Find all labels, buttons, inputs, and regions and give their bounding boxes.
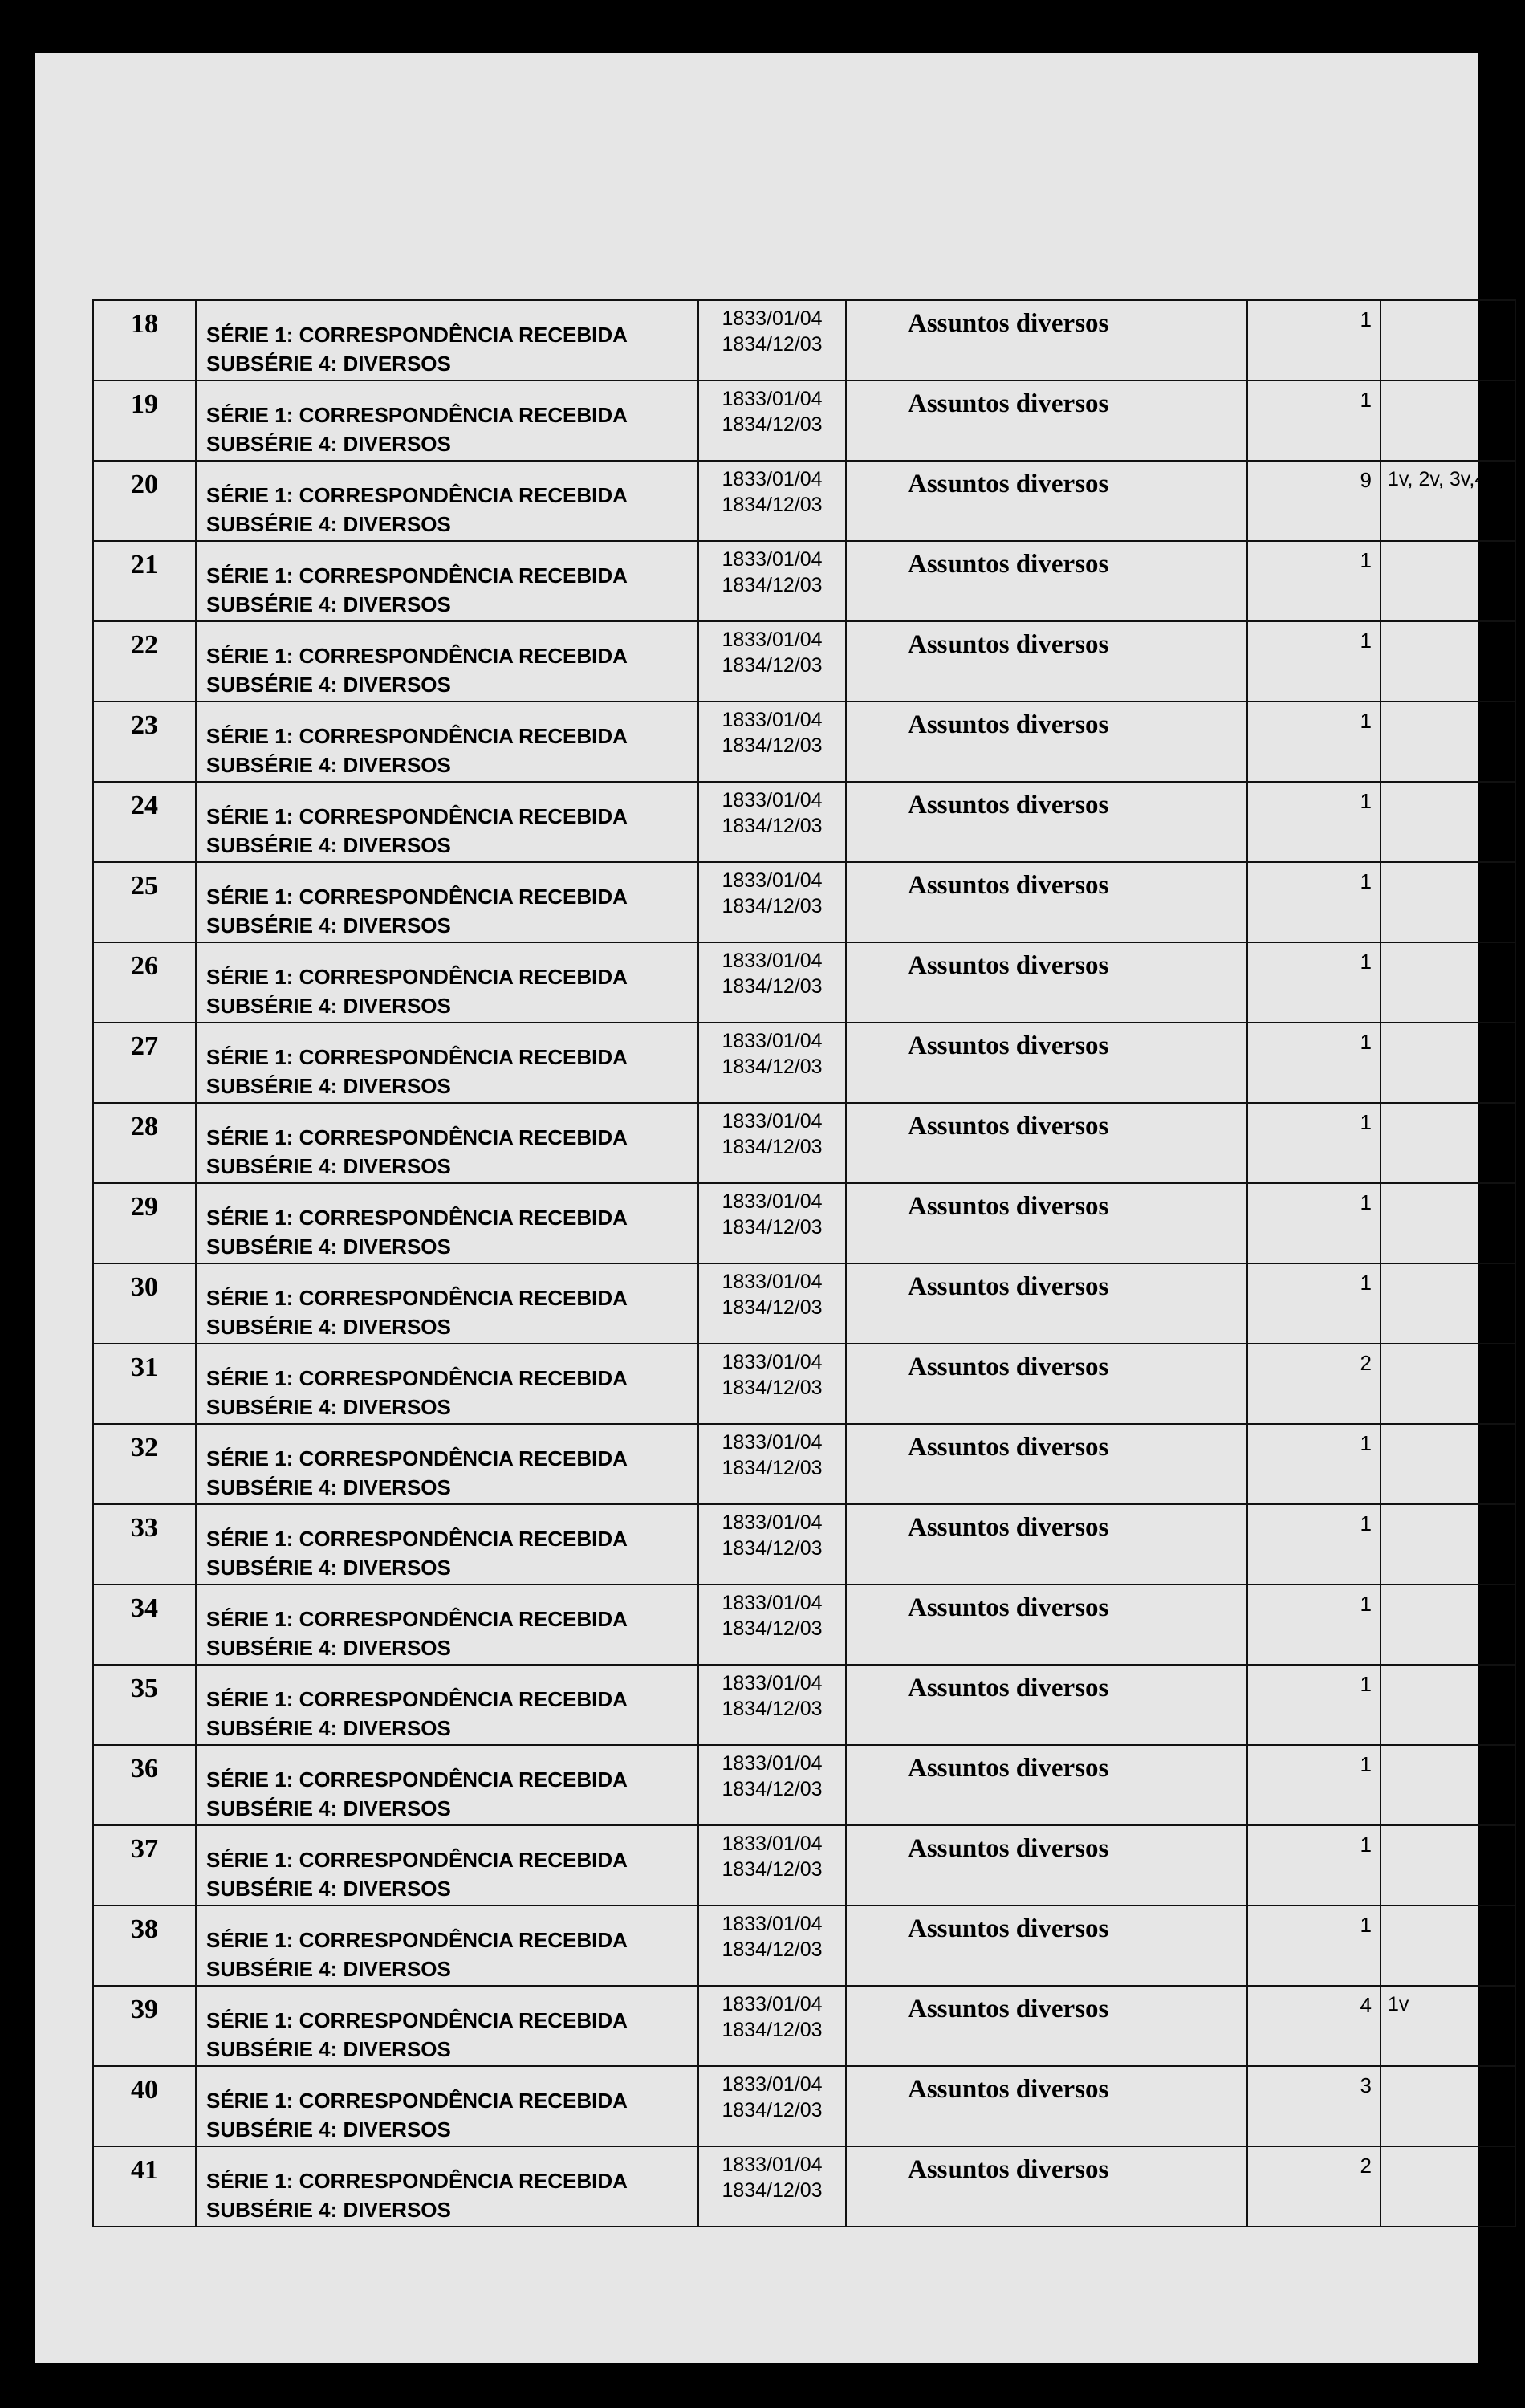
series-cell (196, 1825, 698, 1906)
notes-cell (1381, 541, 1515, 621)
description-cell: Assuntos diversos (846, 1263, 1247, 1344)
date-start: 1833/01/04 (722, 1110, 823, 1133)
subseries-label: SUBSÉRIE 4: DIVERSOS (206, 1796, 451, 1820)
notes-cell (1381, 1263, 1515, 1344)
item-number: 29 (93, 1183, 196, 1263)
series-label: SÉRIE 1: CORRESPONDÊNCIA RECEBIDA (206, 1045, 628, 1069)
item-number: 20 (93, 461, 196, 541)
date-range-cell (698, 1023, 846, 1103)
item-number: 32 (93, 1424, 196, 1504)
date-start: 1833/01/04 (722, 709, 823, 731)
series-cell (196, 1344, 698, 1424)
notes-cell (1381, 702, 1515, 782)
subseries-label: SUBSÉRIE 4: DIVERSOS (206, 432, 451, 456)
series-cell (196, 1584, 698, 1665)
description-cell: Assuntos diversos (846, 1023, 1247, 1103)
series-label: SÉRIE 1: CORRESPONDÊNCIA RECEBIDA (206, 965, 628, 989)
series-label: SÉRIE 1: CORRESPONDÊNCIA RECEBIDA (206, 1125, 628, 1149)
notes-cell (1381, 621, 1515, 702)
series-label: SÉRIE 1: CORRESPONDÊNCIA RECEBIDA (206, 323, 628, 347)
item-number: 25 (93, 862, 196, 942)
subseries-label: SUBSÉRIE 4: DIVERSOS (206, 1877, 451, 1901)
item-number: 26 (93, 942, 196, 1023)
description-cell: Assuntos diversos (846, 1906, 1247, 1986)
table-row (93, 1906, 1515, 1986)
date-end: 1834/12/03 (722, 1778, 823, 1800)
notes-cell (1381, 862, 1515, 942)
item-number: 38 (93, 1906, 196, 1986)
quantity-cell: 2 (1247, 1344, 1381, 1424)
date-start: 1833/01/04 (722, 1592, 823, 1614)
date-start: 1833/01/04 (722, 307, 823, 330)
description-cell: Assuntos diversos (846, 1745, 1247, 1825)
date-end: 1834/12/03 (722, 654, 823, 677)
date-range-cell (698, 1424, 846, 1504)
date-start: 1833/01/04 (722, 1351, 823, 1373)
series-cell (196, 1103, 698, 1183)
date-start: 1833/01/04 (722, 950, 823, 972)
series-label: SÉRIE 1: CORRESPONDÊNCIA RECEBIDA (206, 2089, 628, 2113)
table-row (93, 621, 1515, 702)
item-number: 19 (93, 380, 196, 461)
quantity-cell: 1 (1247, 1906, 1381, 1986)
series-cell (196, 541, 698, 621)
quantity-cell: 1 (1247, 1103, 1381, 1183)
date-start: 1833/01/04 (722, 1271, 823, 1293)
notes-cell (1381, 1584, 1515, 1665)
subseries-label: SUBSÉRIE 4: DIVERSOS (206, 2198, 451, 2222)
quantity-cell: 1 (1247, 621, 1381, 702)
date-end: 1834/12/03 (722, 1056, 823, 1078)
quantity-cell: 1 (1247, 782, 1381, 862)
item-number: 28 (93, 1103, 196, 1183)
series-label: SÉRIE 1: CORRESPONDÊNCIA RECEBIDA (206, 1928, 628, 1952)
date-range-cell (698, 1665, 846, 1745)
subseries-label: SUBSÉRIE 4: DIVERSOS (206, 1636, 451, 1660)
description-cell: Assuntos diversos (846, 862, 1247, 942)
series-label: SÉRIE 1: CORRESPONDÊNCIA RECEBIDA (206, 2008, 628, 2032)
subseries-label: SUBSÉRIE 4: DIVERSOS (206, 2117, 451, 2142)
notes-cell (1381, 1825, 1515, 1906)
series-label: SÉRIE 1: CORRESPONDÊNCIA RECEBIDA (206, 644, 628, 668)
date-end: 1834/12/03 (722, 1296, 823, 1319)
description-cell: Assuntos diversos (846, 782, 1247, 862)
quantity-cell: 1 (1247, 862, 1381, 942)
date-end: 1834/12/03 (722, 975, 823, 998)
series-label: SÉRIE 1: CORRESPONDÊNCIA RECEBIDA (206, 1607, 628, 1631)
series-cell (196, 1424, 698, 1504)
date-range-cell (698, 782, 846, 862)
series-cell (196, 942, 698, 1023)
subseries-label: SUBSÉRIE 4: DIVERSOS (206, 1475, 451, 1499)
date-range-cell (698, 1584, 846, 1665)
table-row (93, 862, 1515, 942)
description-cell: Assuntos diversos (846, 621, 1247, 702)
series-label: SÉRIE 1: CORRESPONDÊNCIA RECEBIDA (206, 1206, 628, 1230)
date-range-cell (698, 1745, 846, 1825)
date-start: 1833/01/04 (722, 1913, 823, 1935)
series-label: SÉRIE 1: CORRESPONDÊNCIA RECEBIDA (206, 2169, 628, 2193)
notes-cell (1381, 1665, 1515, 1745)
item-number: 37 (93, 1825, 196, 1906)
subseries-label: SUBSÉRIE 4: DIVERSOS (206, 592, 451, 616)
description-cell: Assuntos diversos (846, 1986, 1247, 2066)
date-range-cell (698, 862, 846, 942)
series-cell (196, 380, 698, 461)
date-range-cell (698, 541, 846, 621)
series-cell (196, 1906, 698, 1986)
subseries-label: SUBSÉRIE 4: DIVERSOS (206, 2037, 451, 2061)
date-range-cell (698, 1183, 846, 1263)
item-number: 27 (93, 1023, 196, 1103)
date-end: 1834/12/03 (722, 1377, 823, 1399)
item-number: 34 (93, 1584, 196, 1665)
date-range-cell (698, 1504, 846, 1584)
table-row (93, 782, 1515, 862)
notes-cell (1381, 1183, 1515, 1263)
date-end: 1834/12/03 (722, 1216, 823, 1239)
date-end: 1834/12/03 (722, 333, 823, 356)
description-cell: Assuntos diversos (846, 942, 1247, 1023)
series-cell (196, 1986, 698, 2066)
date-start: 1833/01/04 (722, 388, 823, 410)
item-number: 33 (93, 1504, 196, 1584)
series-cell (196, 1665, 698, 1745)
date-range-cell (698, 621, 846, 702)
date-end: 1834/12/03 (722, 1858, 823, 1881)
quantity-cell: 1 (1247, 1183, 1381, 1263)
series-cell (196, 1263, 698, 1344)
notes-cell (1381, 1023, 1515, 1103)
series-cell (196, 2066, 698, 2146)
table-row (93, 2066, 1515, 2146)
date-end: 1834/12/03 (722, 2179, 823, 2202)
date-start: 1833/01/04 (722, 1190, 823, 1213)
date-start: 1833/01/04 (722, 628, 823, 651)
date-range-cell (698, 461, 846, 541)
series-label: SÉRIE 1: CORRESPONDÊNCIA RECEBIDA (206, 563, 628, 588)
description-cell: Assuntos diversos (846, 1665, 1247, 1745)
table-row (93, 1584, 1515, 1665)
series-label: SÉRIE 1: CORRESPONDÊNCIA RECEBIDA (206, 724, 628, 748)
subseries-label: SUBSÉRIE 4: DIVERSOS (206, 1395, 451, 1419)
date-start: 1833/01/04 (722, 1511, 823, 1534)
series-cell (196, 300, 698, 380)
date-start: 1833/01/04 (722, 2154, 823, 2176)
description-cell: Assuntos diversos (846, 2066, 1247, 2146)
table-row (93, 1665, 1515, 1745)
series-label: SÉRIE 1: CORRESPONDÊNCIA RECEBIDA (206, 1366, 628, 1390)
notes-cell (1381, 300, 1515, 380)
description-cell: Assuntos diversos (846, 380, 1247, 461)
notes-cell (1381, 1745, 1515, 1825)
description-cell: Assuntos diversos (846, 541, 1247, 621)
description-cell: Assuntos diversos (846, 300, 1247, 380)
subseries-label: SUBSÉRIE 4: DIVERSOS (206, 512, 451, 536)
series-label: SÉRIE 1: CORRESPONDÊNCIA RECEBIDA (206, 1687, 628, 1711)
quantity-cell: 9 (1247, 461, 1381, 541)
notes-cell (1381, 1906, 1515, 1986)
table-row (93, 1504, 1515, 1584)
date-end: 1834/12/03 (722, 2019, 823, 2041)
table-row (93, 1424, 1515, 1504)
subseries-label: SUBSÉRIE 4: DIVERSOS (206, 1716, 451, 1740)
item-number: 18 (93, 300, 196, 380)
date-start: 1833/01/04 (722, 1832, 823, 1855)
table-row (93, 461, 1515, 541)
date-range-cell (698, 702, 846, 782)
date-range-cell (698, 1906, 846, 1986)
subseries-label: SUBSÉRIE 4: DIVERSOS (206, 1315, 451, 1339)
date-start: 1833/01/04 (722, 468, 823, 490)
table-row (93, 1183, 1515, 1263)
notes-cell (1381, 2066, 1515, 2146)
subseries-label: SUBSÉRIE 4: DIVERSOS (206, 673, 451, 697)
table-row (93, 702, 1515, 782)
quantity-cell: 3 (1247, 2066, 1381, 2146)
table-row (93, 1263, 1515, 1344)
date-start: 1833/01/04 (722, 789, 823, 811)
date-range-cell (698, 1825, 846, 1906)
quantity-cell: 1 (1247, 1424, 1381, 1504)
quantity-cell: 1 (1247, 1825, 1381, 1906)
table-row (93, 380, 1515, 461)
quantity-cell: 1 (1247, 300, 1381, 380)
date-range-cell (698, 1344, 846, 1424)
series-cell (196, 862, 698, 942)
series-cell (196, 702, 698, 782)
quantity-cell: 1 (1247, 1023, 1381, 1103)
table-row (93, 541, 1515, 621)
subseries-label: SUBSÉRIE 4: DIVERSOS (206, 1235, 451, 1259)
table-row (93, 1023, 1515, 1103)
series-label: SÉRIE 1: CORRESPONDÊNCIA RECEBIDA (206, 885, 628, 909)
item-number: 36 (93, 1745, 196, 1825)
item-number: 30 (93, 1263, 196, 1344)
table-row (93, 300, 1515, 380)
subseries-label: SUBSÉRIE 4: DIVERSOS (206, 352, 451, 376)
series-label: SÉRIE 1: CORRESPONDÊNCIA RECEBIDA (206, 804, 628, 828)
quantity-cell: 1 (1247, 1263, 1381, 1344)
date-start: 1833/01/04 (722, 1752, 823, 1775)
notes-cell (1381, 1344, 1515, 1424)
subseries-label: SUBSÉRIE 4: DIVERSOS (206, 1074, 451, 1098)
series-label: SÉRIE 1: CORRESPONDÊNCIA RECEBIDA (206, 1848, 628, 1872)
date-end: 1834/12/03 (722, 1617, 823, 1640)
description-cell: Assuntos diversos (846, 1103, 1247, 1183)
description-cell: Assuntos diversos (846, 1183, 1247, 1263)
date-end: 1834/12/03 (722, 2099, 823, 2121)
date-end: 1834/12/03 (722, 1537, 823, 1560)
series-label: SÉRIE 1: CORRESPONDÊNCIA RECEBIDA (206, 1767, 628, 1792)
date-end: 1834/12/03 (722, 895, 823, 917)
subseries-label: SUBSÉRIE 4: DIVERSOS (206, 1154, 451, 1178)
item-number: 35 (93, 1665, 196, 1745)
subseries-label: SUBSÉRIE 4: DIVERSOS (206, 1957, 451, 1981)
notes-cell (1381, 942, 1515, 1023)
table-row (93, 1344, 1515, 1424)
item-number: 21 (93, 541, 196, 621)
item-number: 41 (93, 2146, 196, 2227)
inventory-table-body (93, 300, 1515, 2227)
notes-cell (1381, 1103, 1515, 1183)
series-label: SÉRIE 1: CORRESPONDÊNCIA RECEBIDA (206, 1286, 628, 1310)
series-cell (196, 1504, 698, 1584)
subseries-label: SUBSÉRIE 4: DIVERSOS (206, 833, 451, 857)
date-end: 1834/12/03 (722, 494, 823, 516)
notes-cell (1381, 2146, 1515, 2227)
series-label: SÉRIE 1: CORRESPONDÊNCIA RECEBIDA (206, 483, 628, 507)
quantity-cell: 1 (1247, 1665, 1381, 1745)
series-label: SÉRIE 1: CORRESPONDÊNCIA RECEBIDA (206, 1446, 628, 1470)
quantity-cell: 1 (1247, 1584, 1381, 1665)
series-label: SÉRIE 1: CORRESPONDÊNCIA RECEBIDA (206, 403, 628, 427)
description-cell: Assuntos diversos (846, 461, 1247, 541)
table-row (93, 1825, 1515, 1906)
item-number: 40 (93, 2066, 196, 2146)
date-end: 1834/12/03 (722, 734, 823, 757)
date-range-cell (698, 1986, 846, 2066)
notes-cell (1381, 782, 1515, 862)
table-row (93, 1745, 1515, 1825)
quantity-cell: 2 (1247, 2146, 1381, 2227)
table-row (93, 1103, 1515, 1183)
subseries-label: SUBSÉRIE 4: DIVERSOS (206, 1556, 451, 1580)
item-number: 31 (93, 1344, 196, 1424)
description-cell: Assuntos diversos (846, 702, 1247, 782)
subseries-label: SUBSÉRIE 4: DIVERSOS (206, 913, 451, 938)
series-cell (196, 1745, 698, 1825)
date-start: 1833/01/04 (722, 1993, 823, 2015)
date-end: 1834/12/03 (722, 413, 823, 436)
series-cell (196, 1023, 698, 1103)
inventory-table (92, 299, 1516, 2227)
description-cell: Assuntos diversos (846, 2146, 1247, 2227)
subseries-label: SUBSÉRIE 4: DIVERSOS (206, 753, 451, 777)
description-cell: Assuntos diversos (846, 1584, 1247, 1665)
notes-cell (1381, 1504, 1515, 1584)
date-end: 1834/12/03 (722, 574, 823, 596)
date-end: 1834/12/03 (722, 1938, 823, 1961)
date-end: 1834/12/03 (722, 815, 823, 837)
table-row (93, 2146, 1515, 2227)
quantity-cell: 1 (1247, 1504, 1381, 1584)
quantity-cell: 1 (1247, 942, 1381, 1023)
table-row (93, 1986, 1515, 2066)
date-end: 1834/12/03 (722, 1698, 823, 1720)
quantity-cell: 1 (1247, 380, 1381, 461)
date-start: 1833/01/04 (722, 2073, 823, 2096)
series-cell (196, 1183, 698, 1263)
date-start: 1833/01/04 (722, 1030, 823, 1052)
item-number: 22 (93, 621, 196, 702)
item-number: 24 (93, 782, 196, 862)
quantity-cell: 4 (1247, 1986, 1381, 2066)
date-range-cell (698, 2146, 846, 2227)
series-cell (196, 782, 698, 862)
series-cell (196, 621, 698, 702)
item-number: 23 (93, 702, 196, 782)
quantity-cell: 1 (1247, 1745, 1381, 1825)
date-range-cell (698, 300, 846, 380)
date-end: 1834/12/03 (722, 1457, 823, 1479)
description-cell: Assuntos diversos (846, 1344, 1247, 1424)
quantity-cell: 1 (1247, 702, 1381, 782)
series-label: SÉRIE 1: CORRESPONDÊNCIA RECEBIDA (206, 1527, 628, 1551)
date-range-cell (698, 380, 846, 461)
description-cell: Assuntos diversos (846, 1825, 1247, 1906)
description-cell: Assuntos diversos (846, 1424, 1247, 1504)
table-row (93, 942, 1515, 1023)
date-range-cell (698, 942, 846, 1023)
item-number: 39 (93, 1986, 196, 2066)
date-range-cell (698, 1263, 846, 1344)
date-end: 1834/12/03 (722, 1136, 823, 1158)
series-cell (196, 2146, 698, 2227)
quantity-cell: 1 (1247, 541, 1381, 621)
subseries-label: SUBSÉRIE 4: DIVERSOS (206, 994, 451, 1018)
notes-cell: 1v (1381, 1986, 1515, 2066)
date-range-cell (698, 1103, 846, 1183)
series-cell (196, 461, 698, 541)
notes-cell: 1v, 2v, 3v,4 (1381, 461, 1515, 541)
notes-cell (1381, 380, 1515, 461)
date-start: 1833/01/04 (722, 1431, 823, 1454)
date-start: 1833/01/04 (722, 1672, 823, 1694)
notes-cell (1381, 1424, 1515, 1504)
date-range-cell (698, 2066, 846, 2146)
date-start: 1833/01/04 (722, 548, 823, 571)
description-cell: Assuntos diversos (846, 1504, 1247, 1584)
date-start: 1833/01/04 (722, 869, 823, 892)
